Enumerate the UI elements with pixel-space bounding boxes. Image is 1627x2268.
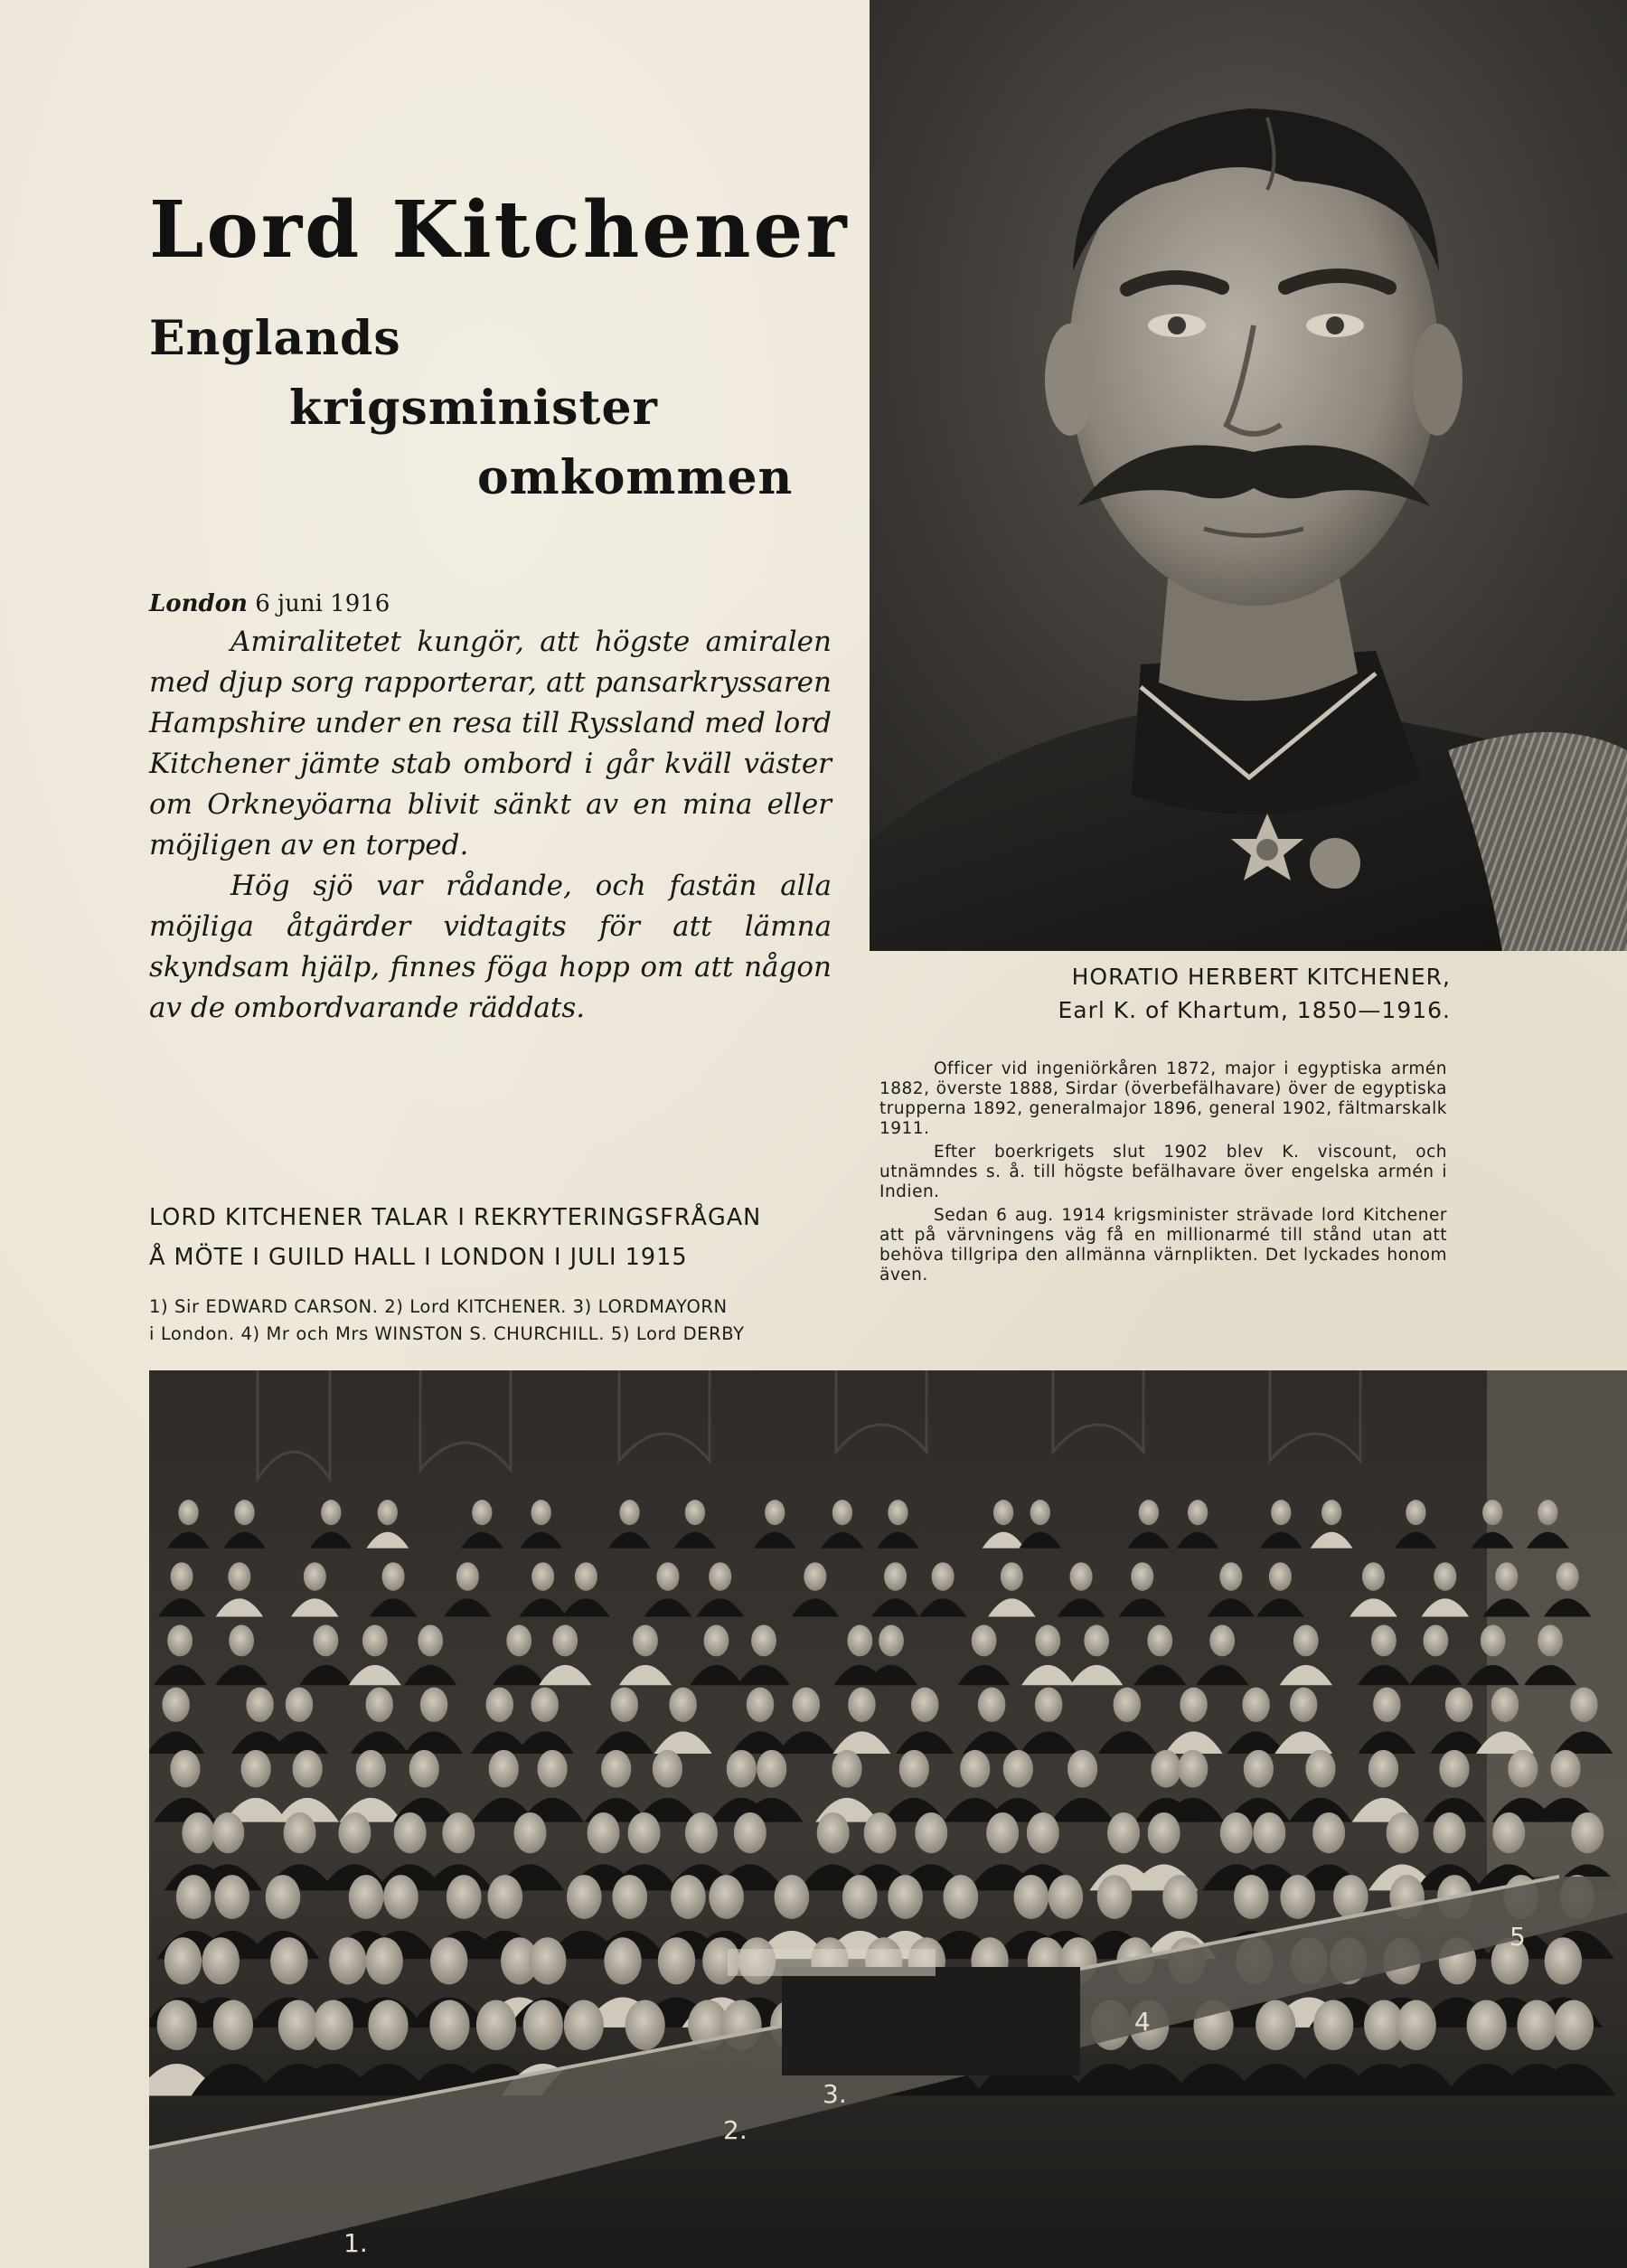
audience-figure-head [456,1562,479,1591]
audience-figure-head [564,2000,604,2050]
audience-figure-head [1256,2000,1295,2050]
audience-figure-head [266,1875,301,1919]
audience-figure-head [628,1812,661,1853]
meeting-caption-line-1: LORD KITCHENER TALAR I REKRYTERINGSFRÅGAN [149,1204,762,1231]
photo-number-4: 4 [1134,2007,1151,2037]
audience-figure-head [1048,1875,1083,1919]
audience-figure-head [817,1812,850,1853]
audience-figure-head [1114,1688,1142,1722]
audience-figure-head [832,1500,852,1525]
audience-figure-head [1571,1812,1603,1853]
audience-figure-head [734,1812,766,1853]
audience-figure-head [915,1812,947,1853]
audience-figure-head [1305,1750,1335,1788]
audience-figure-head [1035,1624,1060,1656]
audience-figure-head [442,1812,475,1853]
audience-figure-head [656,1562,679,1591]
audience-figure-head [284,1812,316,1853]
audience-figure-head [182,1812,214,1853]
audience-figure-head [575,1562,597,1591]
audience-figure-head [1178,1750,1208,1788]
audience-figure-head [972,1624,997,1656]
audience-figure-head [278,2000,318,2050]
audience-figure-head [567,1875,602,1919]
audience-figure-head [214,1875,249,1919]
audience-figure-head [1067,1750,1097,1788]
audience-figure-head [409,1750,439,1788]
audience-figure-head [1387,1812,1419,1853]
meeting-names-line-2: i London. 4) Mr och Mrs WINSTON S. CHURCHILL. 5) Lord DERBY [149,1323,745,1344]
audience-figure-head [1495,1562,1518,1591]
audience-figure-head [362,1624,388,1656]
audience-figure-head [313,1624,338,1656]
article-paragraph-1: Amiralitetet kungör, att högste amiralen med djup sorg rapporterar, att pansarkryssaren Hampshire under en resa till Ryssland med lord Kitchener jämte stab ombord i går kväll väster om Orkneyöarna blivit sänkt av en mina eller möjligen av en torped. [149,626,832,861]
audience-figure-head [1280,1875,1315,1919]
bio-paragraph-2: Efter boerkrigets slut 1902 blev K. viscount, och utnämndes s. å. till högste befälhavare över engelska armén i Indien. [879,1143,1447,1201]
audience-figure-head [506,1624,531,1656]
audience-figure-head [709,1875,744,1919]
audience-figure-head [1188,1500,1208,1525]
audience-figure-head [685,1812,718,1853]
audience-figure-head [365,1937,402,1984]
audience-figure-head [1244,1750,1274,1788]
audience-figure-head [552,1624,578,1656]
audience-figure-head [978,1688,1006,1722]
audience-figure-head [1313,2000,1353,2050]
audience-figure-head [1517,2000,1556,2050]
audience-figure-head [1434,1812,1466,1853]
audience-figure-head [229,1624,254,1656]
audience-figure-head [394,1812,427,1853]
audience-figure-head [202,1937,240,1984]
audience-figure-head [888,1875,923,1919]
audience-figure-head [899,1750,929,1788]
audience-figure-head [537,1750,567,1788]
audience-figure-head [1321,1500,1341,1525]
audience-figure-head [1162,1875,1198,1919]
audience-figure-head [1084,1624,1109,1656]
audience-figure-head [848,1688,876,1722]
audience-figure-head [1423,1624,1448,1656]
audience-figure-head [486,1688,514,1722]
audience-figure-head [1027,1812,1059,1853]
audience-figure-head [1434,1562,1456,1591]
audience-figure-head [171,1562,193,1591]
audience-figure-head [986,1812,1019,1853]
audience-figure-head [1362,1562,1385,1591]
audience-figure-head [793,1688,821,1722]
audience-figure-head [775,1875,810,1919]
audience-figure-head [611,1688,639,1722]
audience-figure-head [1003,1750,1033,1788]
audience-figure-head [1373,1688,1401,1722]
audience-figure-head [1014,1875,1049,1919]
audience-figure-head [1220,1812,1253,1853]
photo-number-2: 2. [723,2115,748,2145]
audience-figure-head [1180,1688,1208,1722]
audience-figure-head [1209,1624,1235,1656]
audience-figure-head [1151,1750,1180,1788]
audience-figure-head [842,1875,878,1919]
audience-figure-head [1556,1562,1579,1591]
audience-figure-head [531,1688,559,1722]
portrait-caption-title: Earl K. of Khartum, 1850—1916. [1058,997,1451,1023]
audience-figure-head [612,1875,647,1919]
biography-text [879,1059,1447,1289]
lead-article [149,586,832,1029]
audience-figure-head [1219,1562,1242,1591]
bio-paragraph-3: Sedan 6 aug. 1914 krigsminister strävade lord Kitchener att på värvningens väg få en millionarmé till stånd utan att behöva tillgripa den allmänna värnplikten. Det lyckades honom även. [879,1206,1447,1285]
audience-figure-head [943,1875,978,1919]
audience-figure-head [884,1562,907,1591]
meeting-caption [149,1198,836,1348]
meeting-names-list [149,1294,836,1348]
audience-figure-head [365,1688,393,1722]
audience-figure-head [476,2000,516,2050]
audience-figure-head [619,1500,639,1525]
audience-figure-head [832,1750,861,1788]
audience-figure-head [1139,1500,1159,1525]
audience-figure-head [1035,1688,1063,1722]
audience-figure-head [1545,1937,1582,1984]
audience-figure-head [1107,1812,1140,1853]
audience-figure-head [472,1500,492,1525]
audience-figure-head [1070,1562,1093,1591]
audience-figure-head [1290,1688,1318,1722]
dateline-place: London [149,590,248,617]
subtitle-line-1: Englands [149,311,401,366]
audience-figure-head [747,1688,775,1722]
audience-figure-head [1550,1750,1580,1788]
audience-figure-head [685,1500,705,1525]
guild-hall-meeting-photo [149,1370,1627,2268]
audience-figure-head [1482,1500,1502,1525]
article-paragraph-2: Hög sjö var rådande, och fastän alla möjliga åtgärder vidtagits för att lämna skyndsam hjälp, finnes föga hopp om att någon av de ombordvarande räddats. [149,870,832,1024]
audience-figure-head [804,1562,826,1591]
meeting-caption-line-2: Å MÖTE I GUILD HALL I LONDON I JULI 1915 [149,1244,688,1271]
audience-figure-head [176,1875,212,1919]
bio-paragraph-1: Officer vid ingeniörkåren 1872, major i egyptiska armén 1882, överste 1888, Sirdar (överbefälhavare) över de egyptiska trupperna 1892, generalmajor 1896, general 1902, fältmarskalk 1911. [879,1059,1447,1138]
dateline-date: 6 juni 1916 [255,590,390,617]
audience-figure-head [960,1750,990,1788]
audience-figure-head [531,1562,554,1591]
audience-figure-head [420,1688,448,1722]
audience-figure-head [653,1750,682,1788]
audience-figure-head [993,1500,1013,1525]
portrait-caption-name: HORATIO HERBERT KITCHENER, [1071,964,1451,990]
audience-figure-head [888,1500,908,1525]
audience-figure-head [1271,1500,1291,1525]
audience-figure-head [1492,1812,1525,1853]
audience-figure-head [604,1937,641,1984]
audience-figure-head [1293,1624,1319,1656]
subtitle-line-3: omkommen [477,450,794,505]
audience-figure-head [523,2000,563,2050]
audience-figure-head [751,1624,776,1656]
audience-figure-head [1406,1500,1425,1525]
audience-figure-head [1368,1750,1398,1788]
audience-figure-head [704,1624,729,1656]
audience-figure-head [1439,1750,1469,1788]
audience-figure-head [378,1500,398,1525]
audience-figure-head [727,1750,757,1788]
audience-figure-head [529,1937,566,1984]
audience-figure-head [658,1937,695,1984]
audience-figure-head [514,1812,547,1853]
audience-figure-head [314,2000,353,2050]
audience-figure-head [633,1624,658,1656]
audience-figure-head [1481,1624,1506,1656]
audience-figure-head [293,1750,323,1788]
audience-figure-head [847,1624,872,1656]
portrait-caption [863,960,1451,1027]
subtitle-line-2: krigsminister [289,381,658,436]
audience-figure-head [601,1750,631,1788]
audience-figure-head [1312,1812,1345,1853]
audience-figure-head [489,1750,519,1788]
audience-figure-head [286,1688,314,1722]
audience-figure-head [304,1562,326,1591]
audience-figure-head [671,1875,706,1919]
page-title: Lord Kitchener [149,184,850,276]
audience-figure-head [1491,1688,1519,1722]
audience-figure-head [1148,1812,1180,1853]
audience-figure-head [625,2000,665,2050]
audience-figure-head [932,1562,955,1591]
audience-figure-head [430,1937,467,1984]
audience-figure-head [1030,1500,1050,1525]
audience-figure-head [1538,1500,1557,1525]
audience-figure-head [669,1688,697,1722]
audience-figure-head [1269,1562,1292,1591]
audience-figure-head [1131,1562,1153,1591]
audience-figure-head [157,2000,197,2050]
meeting-names-line-1: 1) Sir EDWARD CARSON. 2) Lord KITCHENER. 3) LORDMAYORN [149,1296,728,1317]
photo-number-5: 5 [1509,1922,1526,1952]
audience-figure-head [170,1750,200,1788]
audience-figure-head [429,2000,469,2050]
audience-figure-head [162,1688,190,1722]
audience-figure-head [709,1562,731,1591]
audience-figure-head [234,1500,254,1525]
audience-figure-head [167,1624,193,1656]
audience-figure-head [1001,1562,1023,1591]
audience-figure-head [1333,1875,1368,1919]
audience-figure-head [270,1937,307,1984]
audience-figure-head [1371,1624,1397,1656]
audience-figure-head [383,1875,419,1919]
dateline [149,586,832,622]
photo-number-1: 1. [343,2228,368,2258]
audience-figure-head [165,1937,202,1984]
audience-figure-head [338,1812,371,1853]
audience-figure-head [212,1812,244,1853]
audience-figure-head [1554,2000,1594,2050]
audience-figure-head [1242,1688,1270,1722]
audience-figure-head [246,1688,274,1722]
audience-figure-head [382,1562,405,1591]
audience-figure-head [1147,1624,1172,1656]
audience-figure-head [1234,1875,1269,1919]
audience-figure-head [329,1937,366,1984]
audience-figure-head [1397,2000,1436,2050]
audience-figure-head [228,1562,250,1591]
audience-figure-head [531,1500,550,1525]
audience-figure-head [487,1875,522,1919]
audience-figure-head [588,1812,620,1853]
audience-figure-head [418,1624,443,1656]
audience-figure-head [447,1875,482,1919]
audience-figure-head [864,1812,897,1853]
kitchener-portrait-photo [870,0,1627,951]
audience-figure-head [1467,2000,1507,2050]
audience-figure-head [213,2000,253,2050]
photo-number-3: 3. [823,2079,847,2109]
audience-figure-head [911,1688,939,1722]
audience-figure-head [368,2000,408,2050]
audience-figure-head [1570,1688,1598,1722]
audience-figure-head [349,1875,384,1919]
audience-figure-head [1097,1875,1133,1919]
audience-figure-head [879,1624,904,1656]
audience-figure-head [1445,1688,1473,1722]
audience-figure-head [178,1500,198,1525]
audience-figure-head [757,1750,786,1788]
audience-figure-head [1538,1624,1563,1656]
audience-figure-head [356,1750,386,1788]
audience-figure-head [1253,1812,1285,1853]
audience-figure-head [1508,1750,1538,1788]
audience-figure-head [321,1500,341,1525]
audience-figure-head [241,1750,271,1788]
audience-figure-head [765,1500,785,1525]
